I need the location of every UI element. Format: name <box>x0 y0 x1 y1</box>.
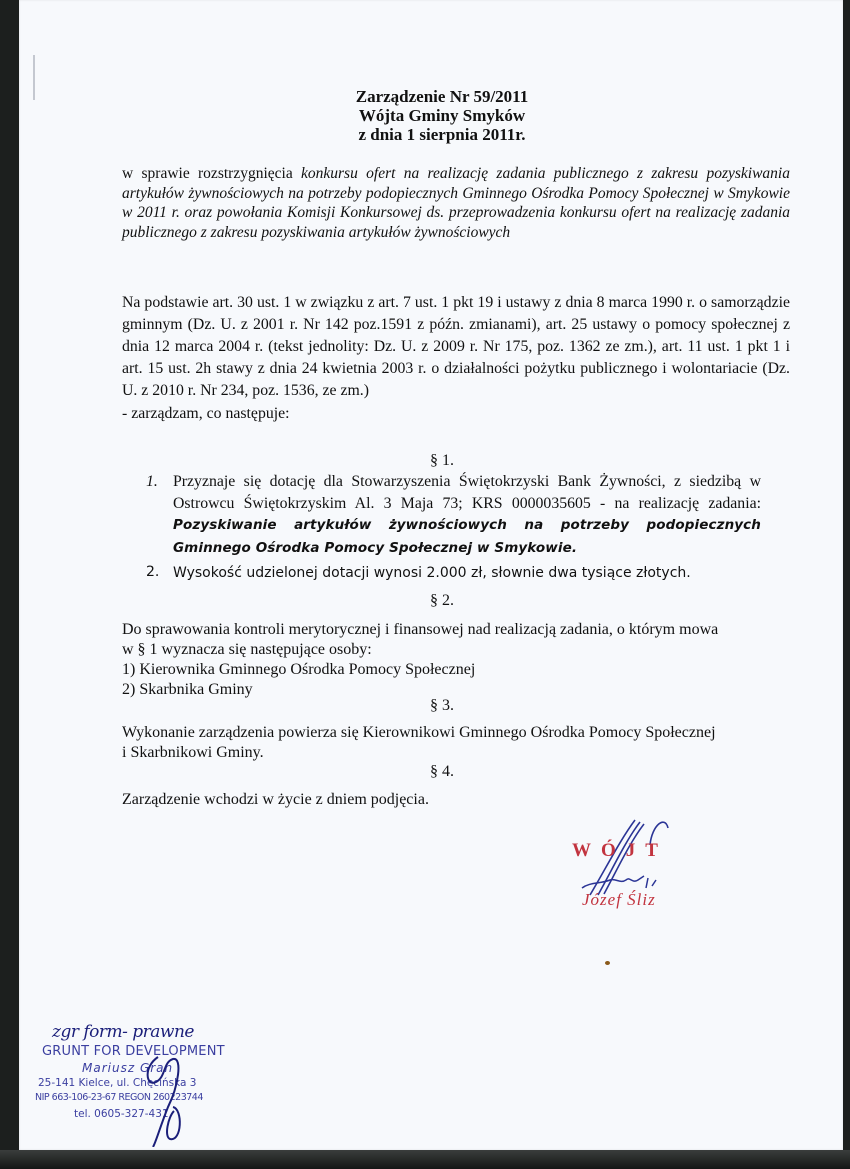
list-item <box>146 562 761 585</box>
stamp-nip-regon: NIP 663-106-23-67 REGON 260223744 <box>35 1092 203 1103</box>
text-line: Zarządzenie wchodzi w życie z dniem podjęcia. <box>122 791 429 808</box>
subject-italic: konkursu ofert na realizację zadania publicznego z zakresu pozyskiwania artykułów żywnościowych na potrzeby podopiecznych Gminnego Ośrodka Pomocy Społecznej w Smykowie w 2011 r. oraz powołania Komisji Konkursowej ds. przeprowadzenia konkursu ofert na realizację zadania publicznego z zakresu pozyskiwania artykułów żywnościowych <box>122 165 790 241</box>
stamp-company: GRUNT FOR DEVELOPMENT <box>42 1044 225 1059</box>
text-line: Wykonanie zarządzenia powierza się Kierownikowi Gminnego Ośrodka Pomocy Społecznej <box>122 724 716 741</box>
section-4-body <box>122 790 802 810</box>
list-item-number: 1. <box>146 473 158 490</box>
section-3-body <box>122 723 802 763</box>
list-item-text: Wysokość udzielonej dotacji wynosi 2.000 zł, słownie dwa tysiące złotych. <box>173 565 691 581</box>
ink-dot <box>605 961 610 965</box>
title-line-1: Zarządzenie Nr 59/2011 <box>355 87 529 106</box>
section-4-mark: § 4. <box>430 763 454 780</box>
section-3-mark: § 3. <box>430 697 454 714</box>
text-line: w § 1 wyznacza się następujące osoby: <box>122 641 372 658</box>
subject-paragraph <box>122 164 790 242</box>
stamp-address: 25-141 Kielce, ul. Chęcińska 3 <box>38 1077 197 1089</box>
section-1-list <box>146 471 761 585</box>
list-item <box>146 471 761 559</box>
task-name: Pozyskiwanie artykułów żywnościowych na potrzeby podopiecznych Gminnego Ośrodka Pomocy Społecznej w Smykowie. <box>173 517 761 556</box>
wojt-stamp-name: Józef Śliz <box>582 890 656 909</box>
document-title <box>0 87 850 144</box>
stamp-person: Mariusz Gran <box>82 1061 174 1075</box>
scanner-edge <box>0 1150 850 1169</box>
title-line-3: z dnia 1 sierpnia 2011r. <box>358 125 526 144</box>
title-line-2: Wójta Gminy Smyków <box>358 106 526 125</box>
wojt-stamp-title: WÓJT <box>572 840 668 861</box>
section-2-mark: § 2. <box>430 592 454 609</box>
list-item-number: 2. <box>146 564 160 580</box>
section-2-body <box>122 620 802 700</box>
handwritten-note: zgr form- prawne <box>52 1022 194 1042</box>
text-line: Do sprawowania kontroli merytorycznej i finansowej nad realizacją zadania, o którym mowa <box>122 621 719 638</box>
text-line: 2) Skarbnika Gminy <box>122 681 253 698</box>
receipt-signature-icon <box>138 1047 188 1147</box>
list-item-text: Przyznaje się dotację dla Stowarzyszenia Świętokrzyski Bank Żywności, z siedzibą w Ostrowcu Świętokrzyskim Al. 3 Maja 73; KRS 0000035605 - na realizację zadania: <box>173 473 761 512</box>
section-1-mark: § 1. <box>430 452 454 469</box>
text-line: i Skarbnikowi Gminy. <box>122 744 264 761</box>
subject-prefix: w sprawie rozstrzygnięcia <box>122 165 302 182</box>
text-line: 1) Kierownika Gminnego Ośrodka Pomocy Społecznej <box>122 661 476 678</box>
stamp-phone: tel. 0605-327-431 <box>74 1108 169 1120</box>
decree-line: - zarządzam, co następuje: <box>122 405 290 422</box>
legal-basis-paragraph: Na podstawie art. 30 ust. 1 w związku z art. 7 ust. 1 pkt 19 i ustawy z dnia 8 marca 1990 r. o samorządzie gminnym (Dz. U. z 2001 r. Nr 142 poz.1591 z późn. zmianami), art. 25 ustawy o pomocy społecznej z dnia 12 marca 2004 r. (tekst jednolity: Dz. U. z 2009 r. Nr 175, poz. 1362 ze zm.), art. 11 ust. 1 pkt 1 i art. 15 ust. 2h stawy z dnia 24 kwietnia 2003 r. o działalności pożytku publicznego i wolontariacie (Dz. U. z 2010 r. Nr 234, poz. 1536, ze zm.) <box>122 294 790 399</box>
